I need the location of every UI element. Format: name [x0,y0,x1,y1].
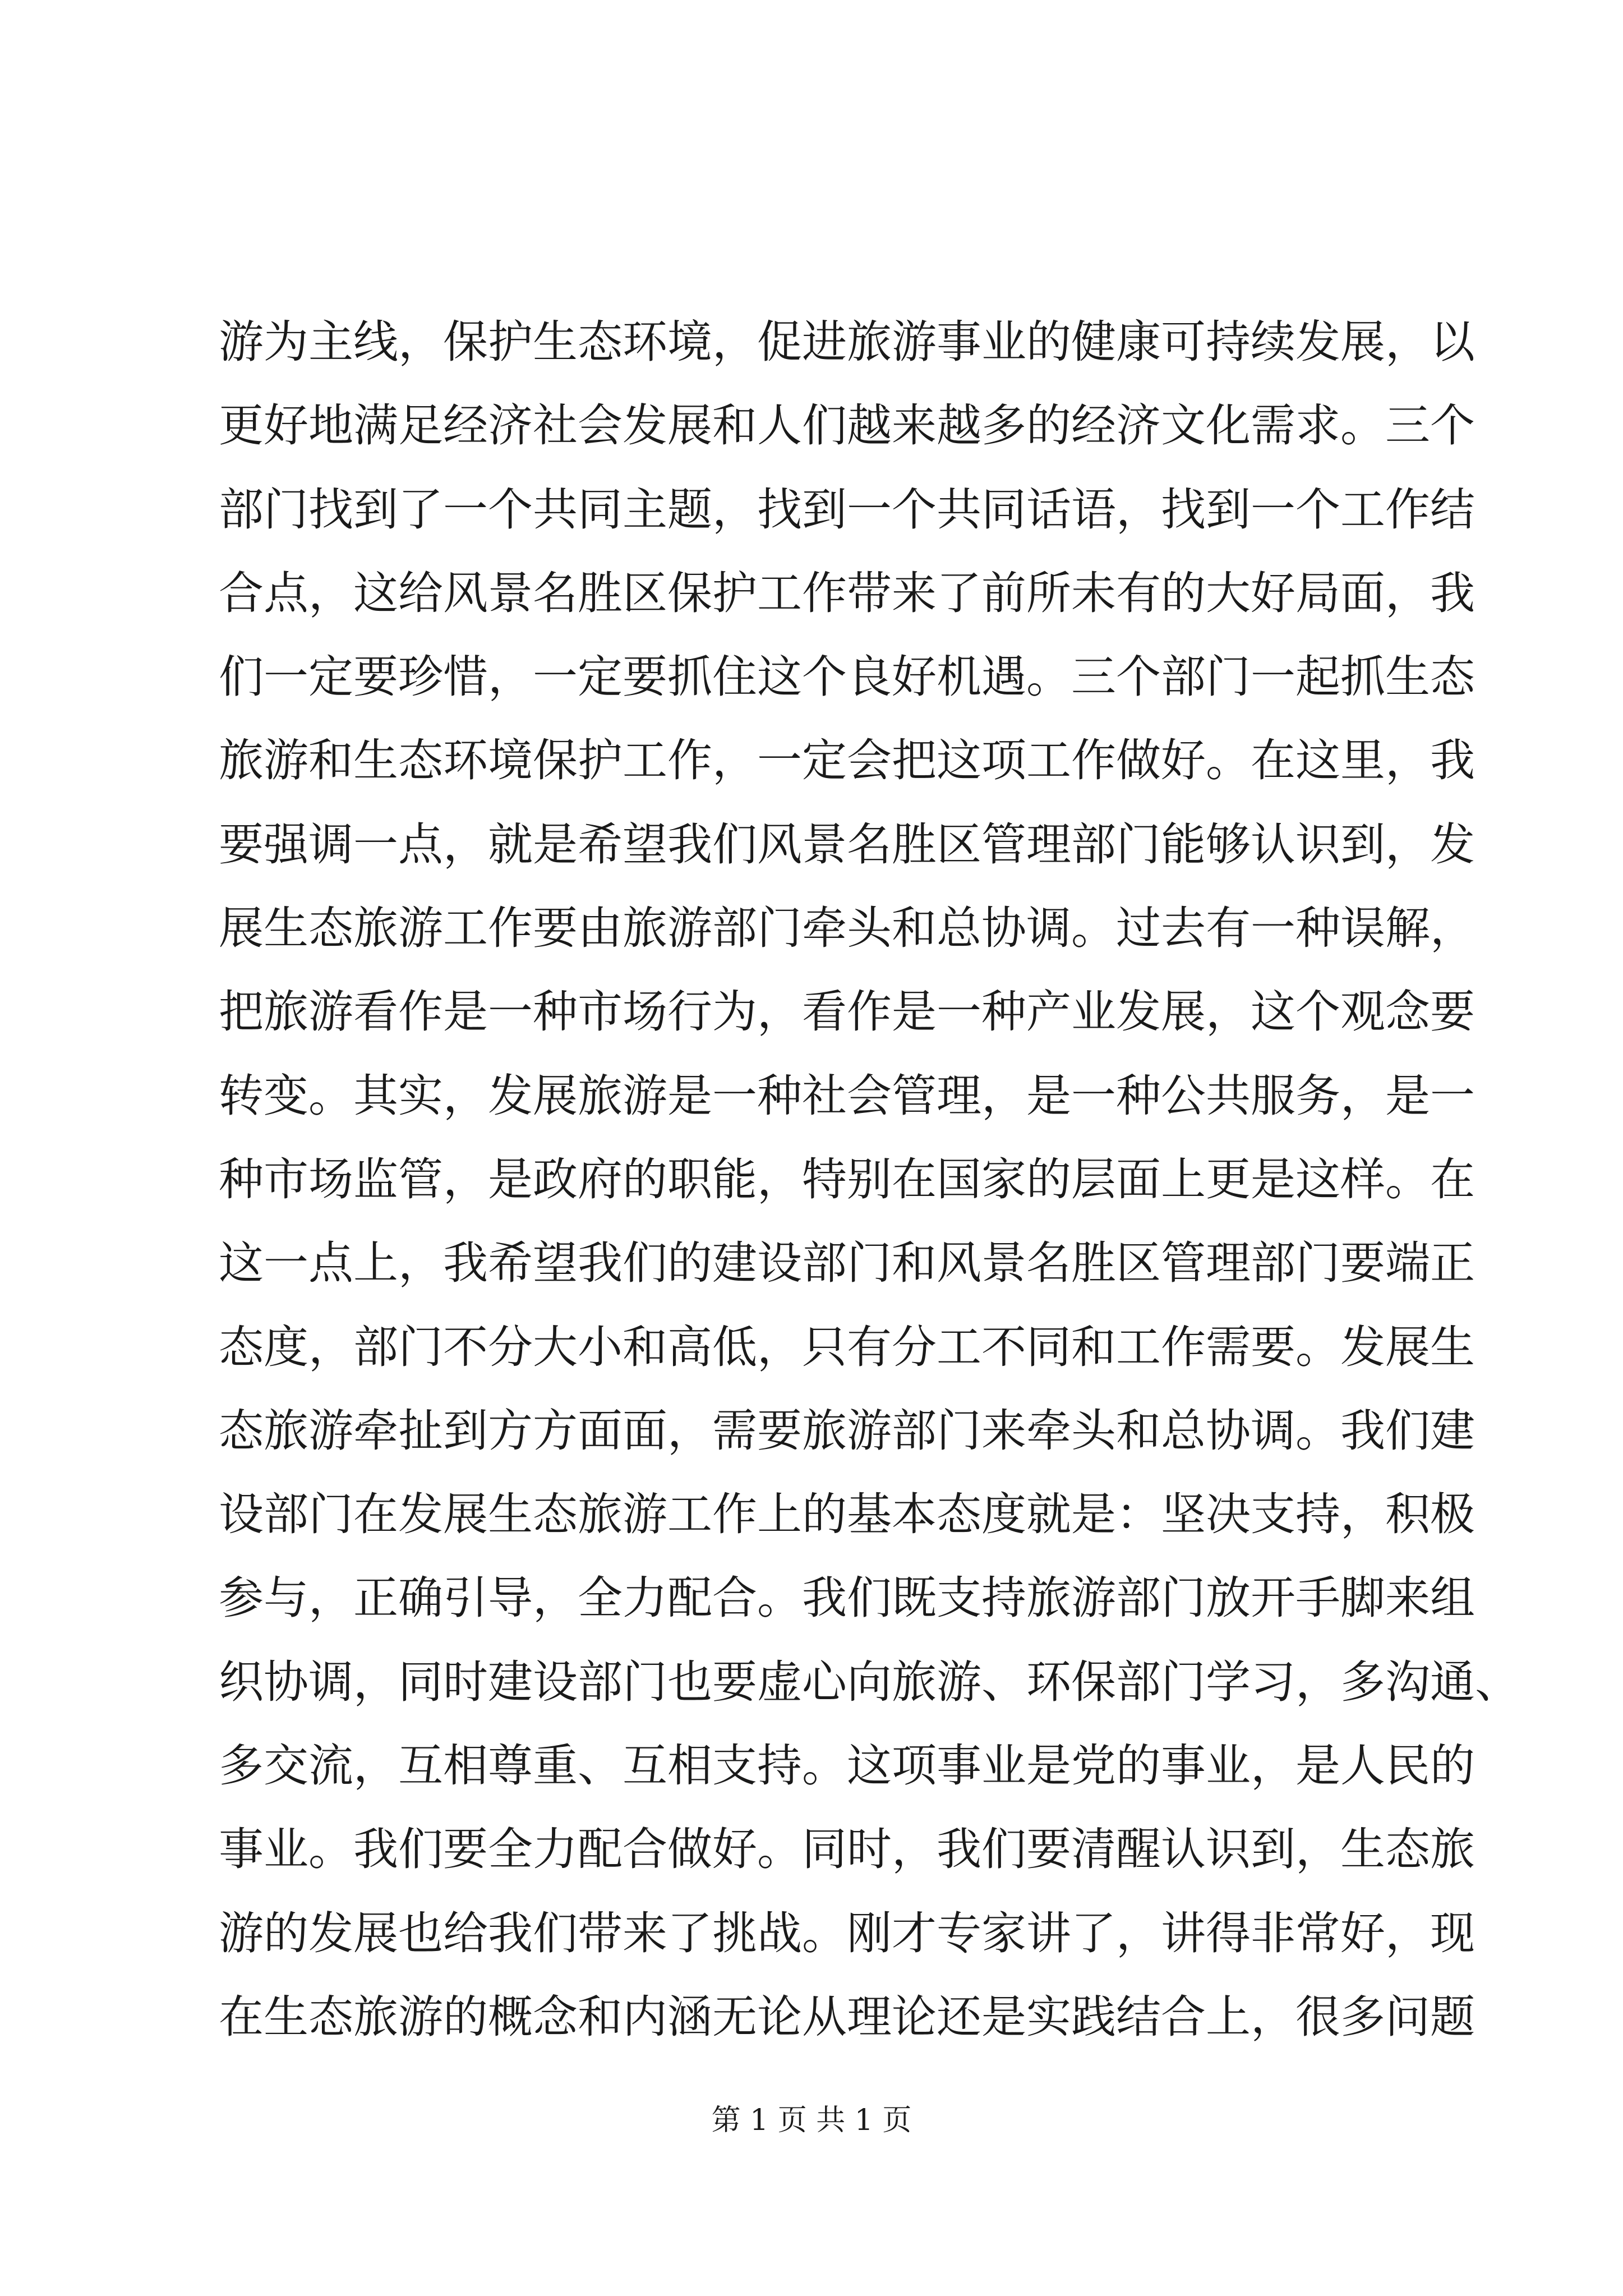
text-line: 参与，正确引导，全力配合。我们既支持旅游部门放开手脚来组 [219,1572,1475,1625]
text-line: 要强调一点，就是希望我们风景名胜区管理部门能够认识到，发 [219,818,1475,871]
text-line: 这一点上，我希望我们的建设部门和风景名胜区管理部门要端正 [219,1237,1475,1290]
text-line: 种市场监管，是政府的职能，特别在国家的层面上更是这样。在 [219,1153,1475,1205]
text-line: 设部门在发展生态旅游工作上的基本态度就是：坚决支持，积极 [219,1488,1475,1541]
body-text [219,300,1520,2059]
text-line: 们一定要珍惜，一定要抓住这个良好机遇。三个部门一起抓生态 [219,651,1475,703]
text-line: 游为主线，保护生态环境，促进旅游事业的健康可持续发展，以 [219,316,1475,368]
text-line: 展生态旅游工作要由旅游部门牵头和总协调。过去有一种误解， [219,902,1475,955]
text-line: 合点，这给风景名胜区保护工作带来了前所未有的大好局面，我 [219,567,1475,619]
page-footer [0,2101,1623,2140]
text-line: 织协调，同时建设部门也要虚心向旅游、环保部门学习，多沟通、 [219,1655,1520,1708]
text-line: 态旅游牵扯到方方面面，需要旅游部门来牵头和总协调。我们建 [219,1404,1475,1457]
text-line: 事业。我们要全力配合做好。同时，我们要清醒认识到，生态旅 [219,1823,1475,1876]
text-line: 态度，部门不分大小和高低，只有分工不同和工作需要。发展生 [219,1320,1475,1373]
page-number-label: 第 1 页 共 1 页 [711,2104,912,2137]
text-line: 多交流，互相尊重、互相支持。这项事业是党的事业，是人民的 [219,1740,1475,1792]
text-line: 把旅游看作是一种市场行为，看作是一种产业发展，这个观念要 [219,986,1475,1038]
text-line: 在生态旅游的概念和内涵无论从理论还是实践结合上，很多问题 [219,1990,1475,2043]
text-line: 更好地满足经济社会发展和人们越来越多的经济文化需求。三个 [219,399,1475,452]
text-line: 转变。其实，发展旅游是一种社会管理，是一种公共服务，是一 [219,1069,1475,1122]
text-line: 部门找到了一个共同主题，找到一个共同话语，找到一个工作结 [219,483,1475,536]
text-line: 游的发展也给我们带来了挑战。刚才专家讲了，讲得非常好，现 [219,1907,1475,1959]
text-line: 旅游和生态环境保护工作，一定会把这项工作做好。在这里，我 [219,734,1475,787]
